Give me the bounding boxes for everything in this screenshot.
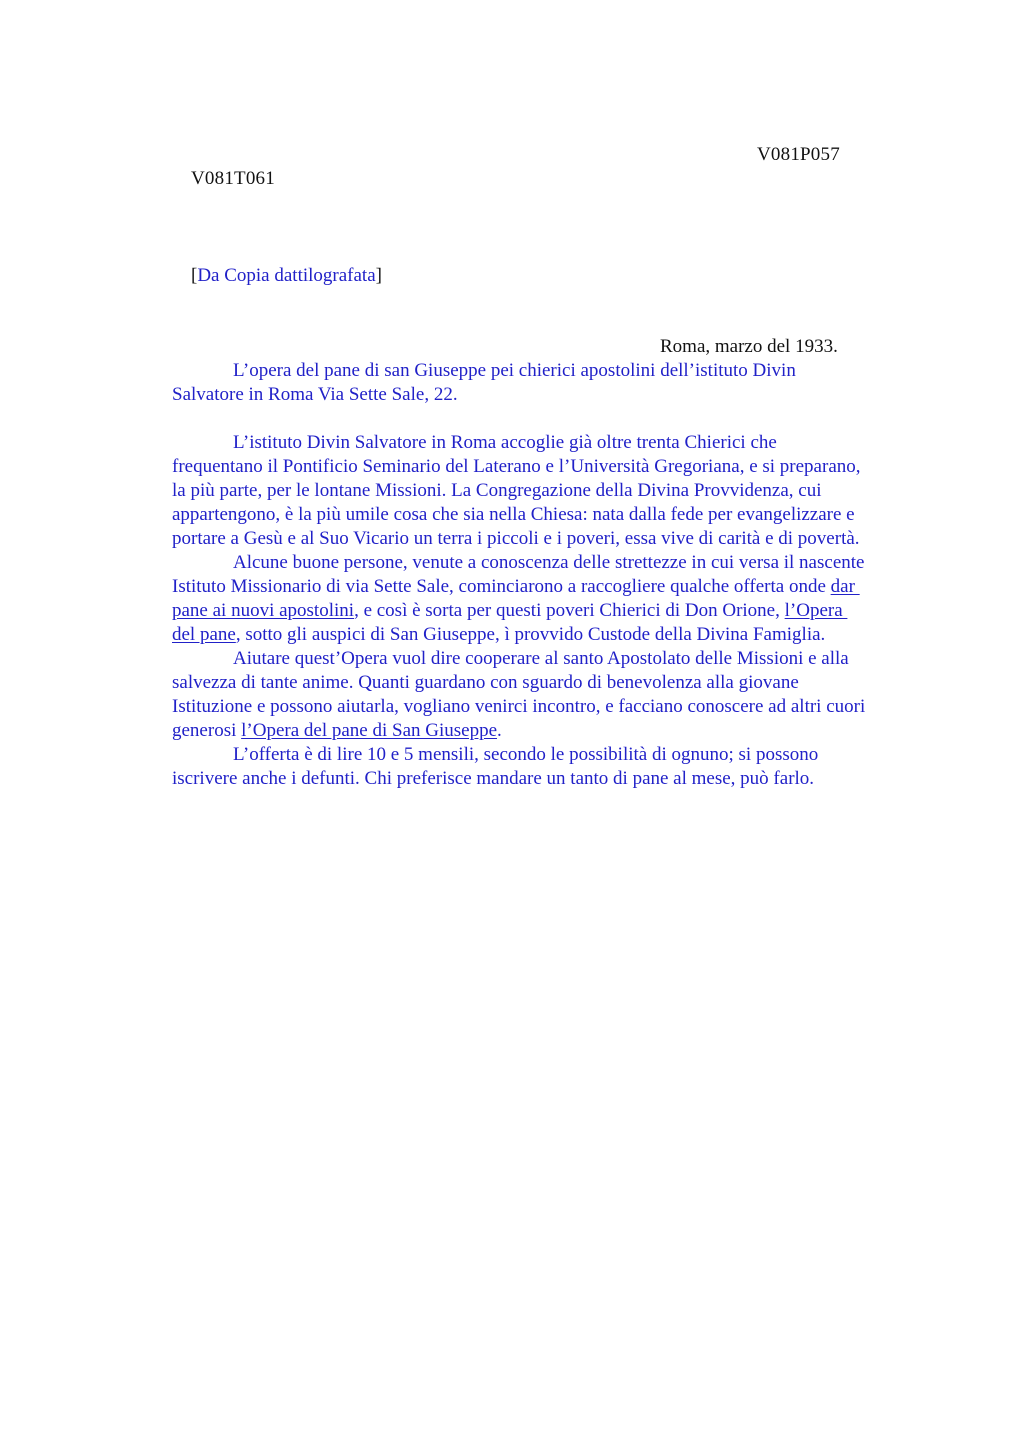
- text-run: generosi: [172, 720, 242, 741]
- dateline: Roma, marzo del 1933.: [660, 336, 838, 357]
- text-run: salvezza di tante anime. Quanti guardano con sguardo di benevolenza alla giovane: [172, 672, 799, 693]
- text-run: la più parte, per le lontane Missioni. La Congregazione della Divina Provvidenza, cui: [172, 480, 822, 501]
- document-line: [172, 503, 934, 527]
- text-run: Istituto Missionario di via Sette Sale, cominciarono a raccogliere qualche offerta onde: [172, 576, 831, 597]
- page-header: [172, 143, 934, 189]
- document-line: [172, 743, 934, 767]
- document-line: [172, 383, 934, 407]
- document-line: [172, 479, 934, 503]
- text-run: Istituzione e possono aiutarla, vogliano venirci incontro, e facciano conoscere ad altri cuori: [172, 696, 866, 717]
- document-line: [172, 647, 934, 671]
- document-line: [172, 599, 934, 623]
- text-run: frequentano il Pontificio Seminario del Laterano e l’Università Gregoriana, e si preparano,: [172, 456, 861, 477]
- letter-body: [172, 359, 934, 791]
- text-run: appartengono, è la più umile cosa che sia nella Chiesa: nata dalla fede per evangelizzare e: [172, 504, 855, 525]
- open-bracket: [: [191, 265, 198, 286]
- archive-code-right: V081P057: [757, 144, 840, 165]
- text-run: L’opera del pane di san Giuseppe pei chierici apostolini dell’istituto Divin: [233, 360, 796, 381]
- text-run: Salvatore in Roma Via Sette Sale, 22.: [172, 384, 458, 405]
- archive-code-left: V081T061: [191, 168, 275, 189]
- document-line: [172, 623, 934, 647]
- source-note-text: Da Copia dattilografata: [197, 265, 376, 286]
- document-line: [172, 431, 934, 455]
- document-line: [172, 455, 934, 479]
- text-run: iscrivere anche i defunti. Chi preferisce mandare un tanto di pane al mese, può farlo.: [172, 768, 815, 789]
- document-line: [172, 767, 934, 791]
- text-run: Aiutare quest’Opera vuol dire cooperare al santo Apostolato delle Missioni e alla: [233, 648, 849, 669]
- text-run: .: [497, 720, 502, 741]
- document-line: [172, 359, 934, 383]
- underlined-text: dar: [830, 576, 860, 597]
- document-line: [172, 671, 934, 695]
- text-run: portare a Gesù e al Suo Vicario un terra i piccoli e i poveri, essa vive di carità e di povertà.: [172, 528, 860, 549]
- text-run: L’offerta è di lire 10 e 5 mensili, secondo le possibilità di ognuno; si possono: [233, 744, 819, 765]
- text-run: , e così è sorta per questi poveri Chierici di Don Orione,: [354, 600, 785, 621]
- document-line: [172, 719, 934, 743]
- source-note: [172, 240, 934, 312]
- document-line: [172, 575, 934, 599]
- underlined-text: l’Opera del pane di San Giuseppe: [241, 720, 498, 741]
- document-line: [172, 551, 934, 575]
- underlined-text: pane ai nuovi apostolini: [172, 600, 355, 621]
- underlined-text: l’Opera: [784, 600, 848, 621]
- document-line: [172, 695, 934, 719]
- text-run: Alcune buone persone, venute a conoscenza delle strettezze in cui versa il nascente: [233, 552, 865, 573]
- document-line: [172, 527, 934, 551]
- underlined-text: del pane: [172, 624, 236, 645]
- close-bracket: ]: [375, 265, 382, 286]
- text-run: , sotto gli auspici di San Giuseppe, ì provvido Custode della Divina Famiglia.: [235, 624, 826, 645]
- text-run: L’istituto Divin Salvatore in Roma accoglie già oltre trenta Chierici che: [233, 432, 777, 453]
